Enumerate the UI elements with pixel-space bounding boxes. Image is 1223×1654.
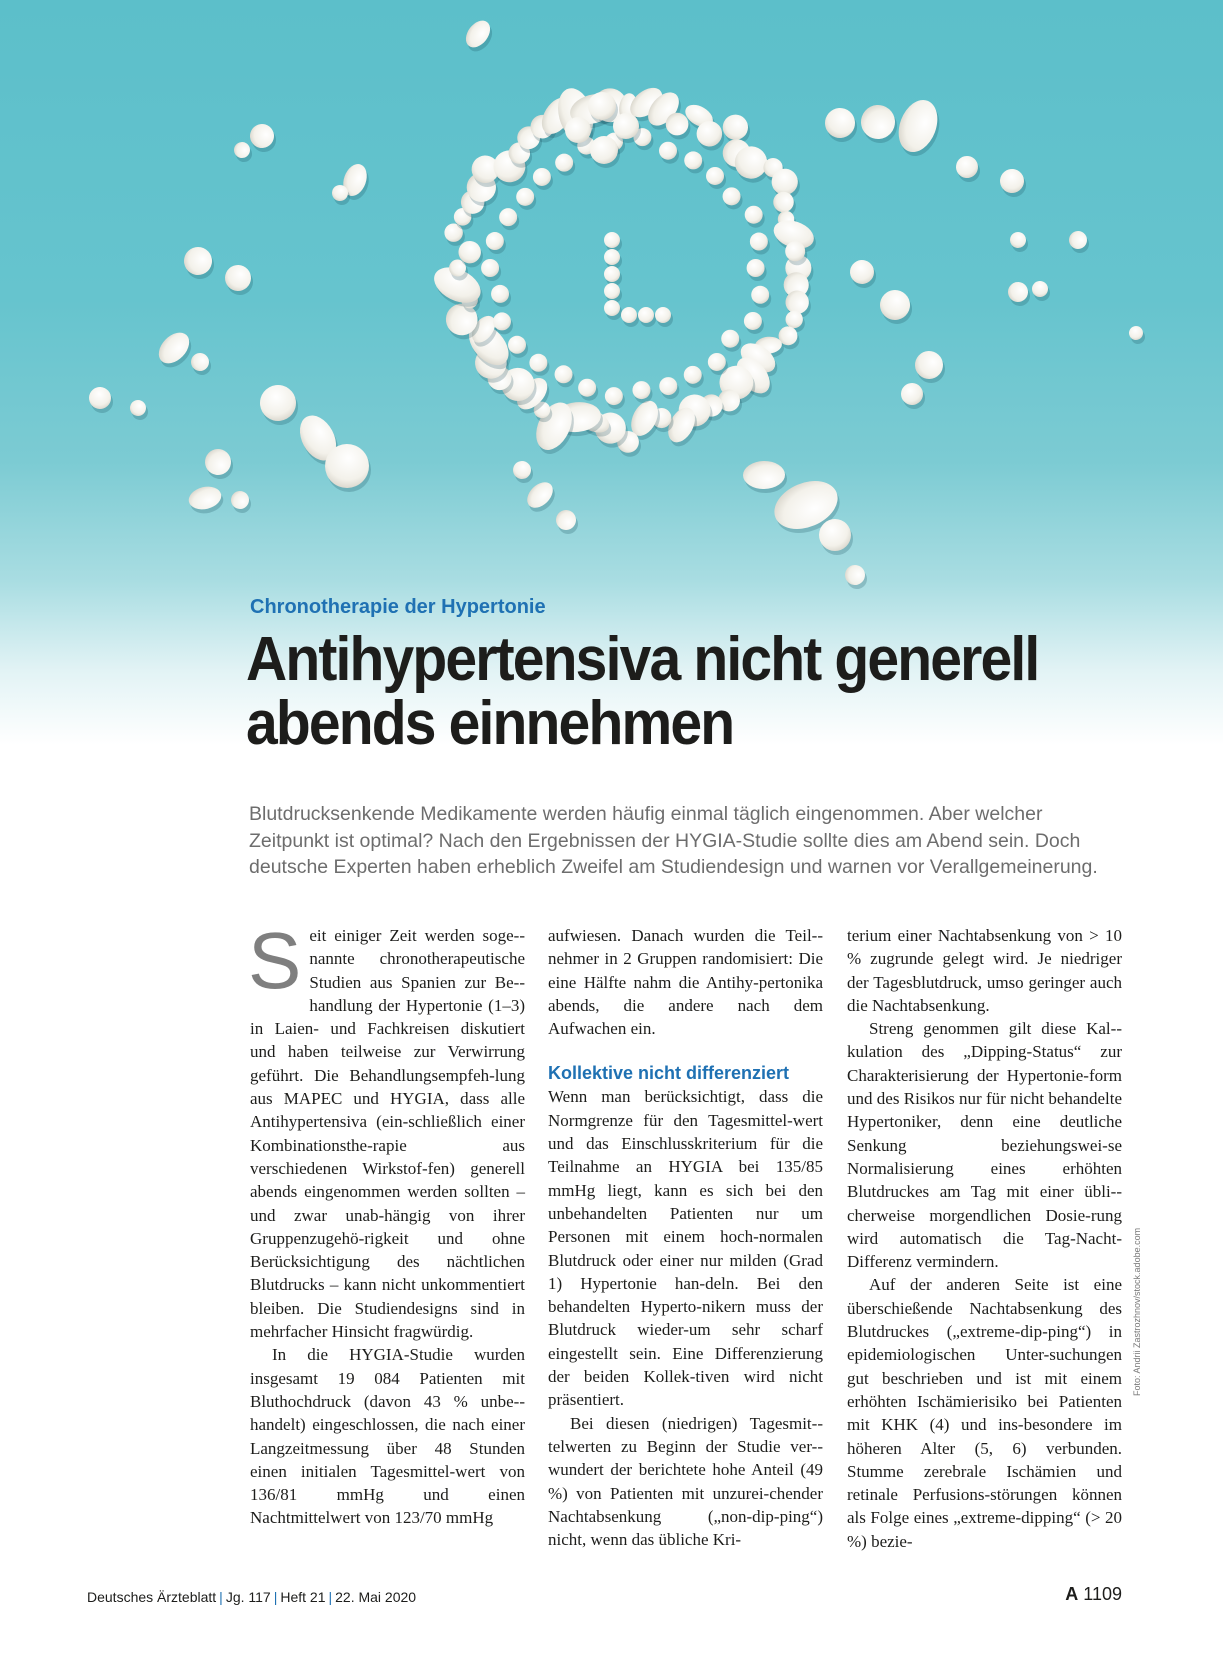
pill-shape [744, 312, 762, 330]
pill-shape [745, 206, 763, 224]
footer-citation [87, 1589, 416, 1605]
pill-shape [604, 300, 620, 316]
paragraph: terium einer Nachtabsenkung von > 10 % zugrunde gelegt wird. Je niedriger der Tagesblutdruck, umso geringer auch die Nachtabsenkung. [847, 926, 1122, 1015]
pill-shape [565, 117, 591, 143]
footer-volume: Jg. 117 [225, 1589, 271, 1605]
pill-shape [590, 136, 618, 164]
pill-shape [588, 92, 616, 120]
pill-shape [493, 312, 511, 330]
headline-line-1: Antihypertensiva nicht generell [246, 625, 1039, 694]
article-headline [246, 625, 1074, 758]
pill-shape [486, 232, 504, 250]
page-footer [87, 1586, 1122, 1610]
paragraph: aufwiesen. Danach wurden die Teil-nehmer in 2 Gruppen randomisiert: Die eine Hälfte nahm die Antihy-pertonika abends, die andere nach dem Aufwachen ein. [548, 926, 823, 1039]
pill-shape [706, 167, 724, 185]
pill-shape [516, 188, 534, 206]
pill-shape [632, 381, 650, 399]
footer-separator: | [273, 1589, 278, 1605]
pill-shape [621, 307, 637, 323]
pill-shape [638, 307, 654, 323]
pill-shape [555, 154, 573, 172]
drop-cap: S [248, 916, 302, 1005]
pill-shape [750, 233, 768, 251]
pill-shape [819, 519, 851, 551]
paragraph [248, 916, 525, 1343]
paragraph: Bei diesen (niedrigen) Tagesmit-telwerten zu Beginn der Studie ver-wundert der berichtete hohe Anteil (49 %) von Patienten mit unzurei-chender Nachtabsenkung („non-dip-ping“) nicht, wenn das übliche Kri- [548, 1413, 823, 1550]
pill-shape [708, 353, 726, 371]
text-column-2 [548, 924, 823, 1551]
pill-shape [499, 208, 517, 226]
photo-credit: Foto: Andrii Zastrozhnov/stock.adobe.com [1132, 1227, 1142, 1396]
lead-line-2: Zeitpunkt ist optimal? Nach den Ergebnissen der HYGIA-Studie sollte dies am Abend sein. Doch [249, 829, 1081, 852]
paragraph: Streng genommen gilt diese Kal-kulation des „Dipping-Status“ zur Charakterisierung der Hypertonie-form und des Risikos nur für nicht behandelte Hypertoniker, denn eine deutliche Senkung beziehungswei-se Normalisierung eines erhöhten Blutdruckes am Tag mit einer übli-cherweise morgendlichen Dosie-rung wird automatisch die Tag-Nacht-Differenz vermindern. [847, 1019, 1122, 1272]
headline-line-2: abends einnehmen [246, 689, 734, 758]
pill-shape [555, 365, 573, 383]
pill-shape [613, 113, 639, 139]
pill-shape [684, 151, 702, 169]
pill-shape [655, 307, 671, 323]
article-kicker: Chronotherapie der Hypertonie [250, 596, 546, 618]
pill-shape [721, 330, 739, 348]
pill-shape [684, 366, 702, 384]
footer-separator: | [219, 1589, 223, 1605]
pill-shape [820, 103, 860, 143]
pill-shape [751, 286, 769, 304]
paragraph-text: eit einiger Zeit werden soge-nannte chronotherapeutische Studien aus Spanien zur Be-handlung der Hypertonie (1–3) in Laien- und Fachkreisen diskutiert und haben teilweise zur Verwirrung geführt. Die Behandlungsempfeh-lung aus MAPEC und HYGIA, dass alle Antihypertensiva (ein-schließlich einer Kombinationsthe-rapie aus verschiedenen Wirkstof-fen) generell abends eingenommen werden sollten – und zwar unab-hängig von ihrer Gruppenzugehö-rigkeit und ohne Berücksichtigung des nächtlichen Blutdrucks – kann nicht unkommentiert bleiben. Die Studiendesigns sind in mehrfacher Hinsicht fragwürdig. [250, 926, 525, 1342]
lead-line-1: Blutdrucksenkende Medikamente werden häufig einmal täglich eingenommen. Aber welcher [249, 803, 1043, 825]
pill-shape [604, 266, 620, 282]
footer-separator: | [328, 1589, 333, 1605]
section-heading: Kollektive nicht differenziert [548, 1063, 790, 1084]
pill-shape [508, 336, 526, 354]
page-number: 1109 [1083, 1584, 1122, 1604]
pill-shape [874, 284, 916, 326]
pill-shape [659, 377, 677, 395]
footer-page-number [1065, 1584, 1122, 1605]
pill-shape [491, 285, 509, 303]
page-prefix: A [1065, 1584, 1079, 1604]
pill-shape [747, 259, 765, 277]
pill-shape [892, 94, 945, 157]
pill-shape [604, 232, 620, 248]
pill-shape [605, 387, 623, 405]
pill-shape [533, 168, 551, 186]
pill-shape [659, 142, 677, 160]
pill-shape [529, 354, 547, 372]
text-column-3 [847, 924, 1122, 1553]
pill-shape [578, 379, 596, 397]
footer-date: 22. Mai 2020 [335, 1589, 417, 1605]
pill-shape [604, 283, 620, 299]
pill-shape [723, 187, 741, 205]
paragraph: In die HYGIA-Studie wurden insgesamt 19 084 Patienten mit Bluthochdruck (davon 43 % unbe-handelt) eingeschlossen, die nach einer Langzeitmessung über 48 Stunden einen initialen Tagesmittel-wert von 136/81 mmHg und einen Nachtmittelwert von 123/70 mmHg [250, 1345, 525, 1528]
article-lead [249, 801, 1169, 881]
pill-shape [604, 249, 620, 265]
pill-shape [481, 259, 499, 277]
paragraph: Auf der anderen Seite ist eine überschießende Nachtabsenkung des Blutdruckes („extreme-dip-ping“) in epidemiologischen Unter-suchungen gut beschrieben und ist mit einem erhöhten Ischämierisiko bei Patienten mit KHK (4) und ins-besondere im höheren Alter (5, 6) verbunden. Stumme zerebrale Ischämien und retinale Perfusions-störungen können als Folge eines „extreme-dipping“ (> 20 %) bezie- [847, 1275, 1122, 1551]
footer-issue: Heft 21 [280, 1589, 326, 1605]
text-column-1 [248, 916, 525, 1530]
footer-journal: Deutsches Ärzteblatt [87, 1589, 217, 1605]
paragraph: Wenn man berücksichtigt, dass die Normgrenze für den Tagesmittel-wert und das Einschlusskriterium für die Teilnahme an HYGIA bei 135/85 mmHg liegt, kann es sich bei den unbehandelten Patienten nur um Personen mit einem hoch-normalen Blutdruck oder einer nur milden (Grad 1) Hypertonie han-deln. Bei den behandelten Hyperto-nikern muss der Blutdruck wieder-um sehr scharf eingestellt sein. Eine Differenzierung der beiden Kollek-tiven wird nicht präsentiert. [548, 1087, 823, 1410]
lead-line-3: deutsche Experten haben erheblich Zweifel am Studiendesign und warnen vor Verallgemeinerung. [249, 856, 1098, 878]
